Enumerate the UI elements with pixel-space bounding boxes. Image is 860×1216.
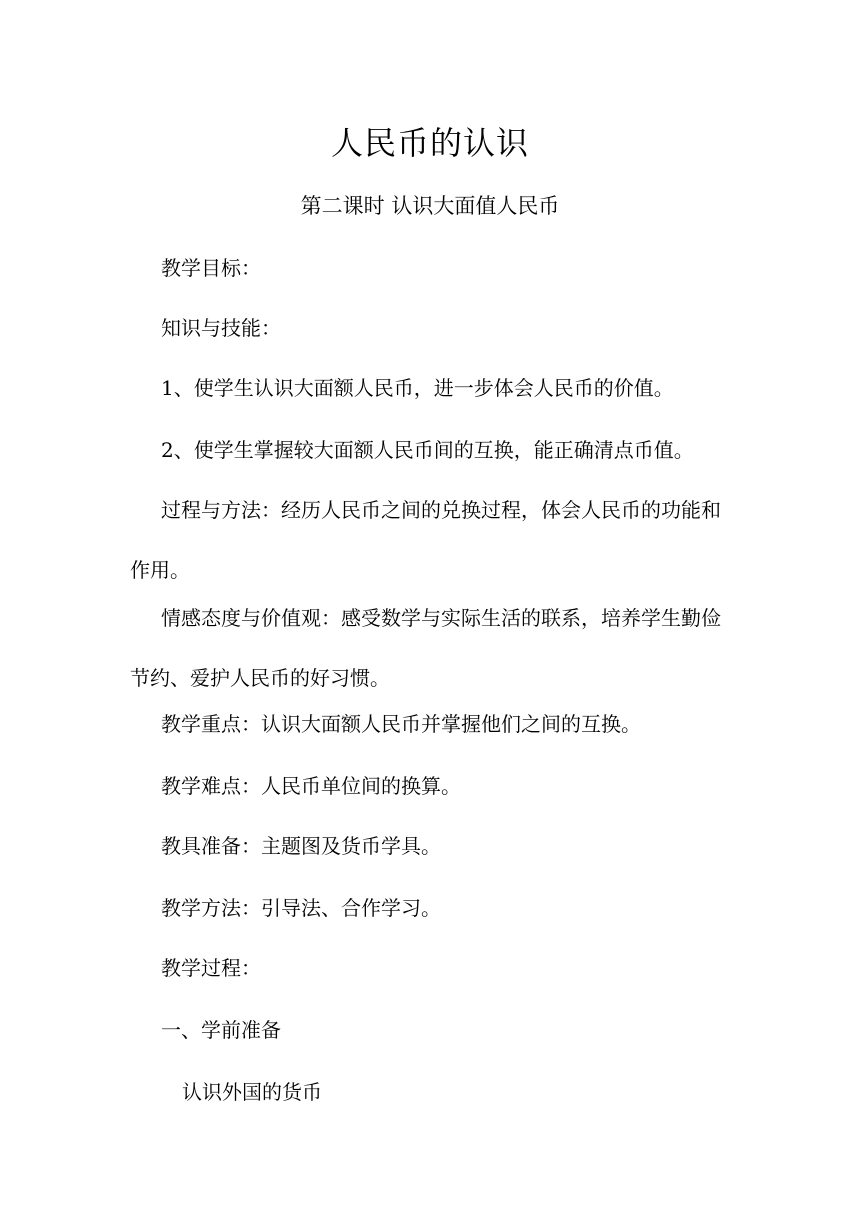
paragraph-teaching-method: 教学方法：引导法、合作学习。 [161,896,441,920]
paragraph-foreign-currency: 认识外国的货币 [182,1080,322,1104]
paragraph-difficulty: 教学难点：人民币单位间的换算。 [161,774,461,798]
paragraph-goal-2: 2、使学生掌握较大面额人民币间的互换，能正确清点币值。 [161,438,694,462]
paragraph-teaching-aids: 教具准备：主题图及货币学具。 [161,834,441,858]
document-subtitle: 第二课时 认识大面值人民币 [300,194,560,218]
paragraph-teaching-process: 教学过程： [161,956,261,980]
paragraph-process-method: 过程与方法：经历人民币之间的兑换过程，体会人民币的功能和作用。 [130,498,721,582]
section-heading-preparation: 一、学前准备 [161,1018,281,1042]
paragraph-key-point: 教学重点：认识大面额人民币并掌握他们之间的互换。 [161,712,641,736]
paragraph-knowledge-skills: 知识与技能： [161,316,281,340]
document-title: 人民币的认识 [330,124,529,162]
paragraph-teaching-goals: 教学目标： [161,256,261,280]
paragraph-goal-1: 1、使学生认识大面额人民币，进一步体会人民币的价值。 [161,376,674,400]
paragraph-emotion-values: 情感态度与价值观：感受数学与实际生活的联系，培养学生勤俭节约、爱护人民币的好习惯。 [130,606,721,690]
